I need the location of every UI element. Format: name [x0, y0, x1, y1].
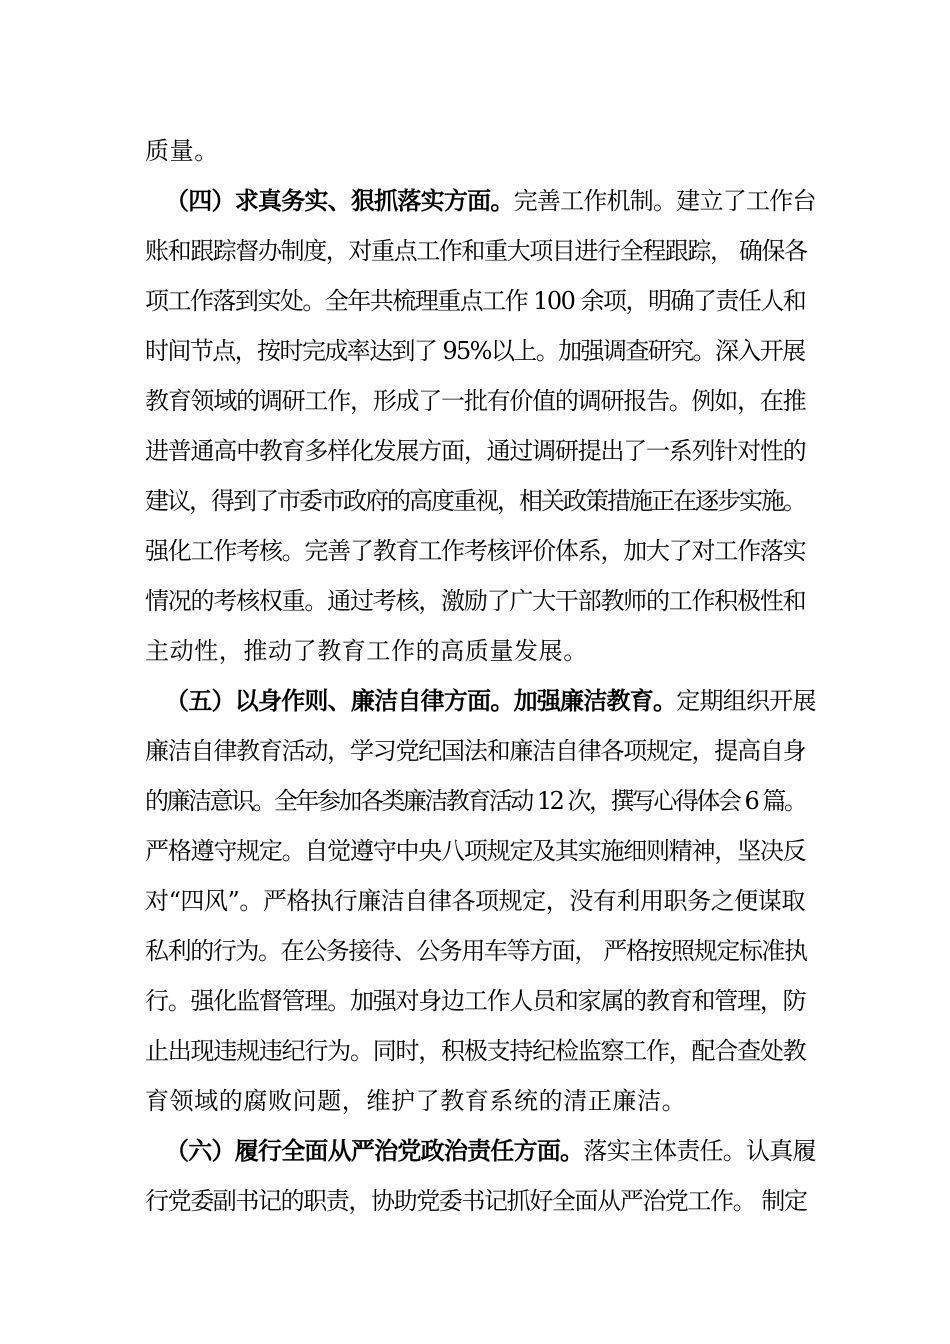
text-segment: 对“四风”。严格执行廉洁自律各项规定，没有利用职务之便谋取: [145, 887, 805, 915]
text-line: [145, 1036, 805, 1066]
section-heading-6: （六）履行全面从严治党政治责任方面。: [165, 1136, 584, 1165]
text-line: [145, 886, 805, 916]
text-line: [145, 136, 219, 166]
section-heading-5: （五）以身作则、廉洁自律方面。加强廉洁教育。: [165, 686, 677, 715]
text-segment: 落实主体责任。认真履: [583, 1137, 816, 1165]
text-line: [145, 436, 805, 466]
text-segment: 主动性，推动了教育工作的高质量发展。: [145, 637, 588, 665]
text-line: [145, 736, 805, 766]
section-heading-4: （四）求真务实、狠抓落实方面。: [165, 186, 514, 215]
section-heading-line: [145, 1136, 816, 1166]
text-segment: 的廉洁意识。全年参加各类廉洁教育活动 12 次，撰写心得体会 6 篇。: [145, 787, 806, 815]
text-line: [145, 486, 805, 516]
text-segment: 账和跟踪督办制度，对重点工作和重大项目进行全程跟踪， 确保各: [145, 237, 807, 265]
text-line: [145, 536, 805, 566]
text-segment: 私利的行为。在公务接待、公务用车等方面， 严格按照规定标准执: [145, 937, 807, 965]
text-line: [145, 936, 807, 966]
text-line: [145, 586, 805, 616]
text-line: [145, 986, 805, 1016]
text-segment: 项工作落到实处。全年共梳理重点工作 100 余项，明确了责任人和: [145, 287, 806, 315]
text-line: [145, 1086, 686, 1116]
text-segment: 时间节点，按时完成率达到了 95%以上。加强调查研究。深入开展: [145, 337, 805, 365]
text-segment: 教育领域的调研工作，形成了一批有价值的调研报告。例如，在推: [145, 387, 806, 415]
text-line: [145, 286, 805, 316]
text-segment: 质量。: [145, 137, 219, 165]
text-line: [145, 786, 805, 816]
text-segment: 止出现违规违纪行为。同时，积极支持纪检监察工作，配合查处教: [145, 1037, 806, 1065]
text-segment: 建议，得到了市委市政府的高度重视，相关政策措施正在逐步实施。: [145, 487, 805, 515]
text-segment: 定期组织开展: [676, 687, 816, 715]
section-heading-line: [145, 186, 816, 216]
text-segment: 严格遵守规定。自觉遵守中央八项规定及其实施细则精神，坚决反: [145, 837, 806, 865]
text-line: [145, 836, 805, 866]
text-segment: 进普通高中教育多样化发展方面，通过调研提出了一系列针对性的: [145, 437, 806, 465]
section-heading-line: [145, 686, 816, 716]
text-line: [145, 336, 805, 366]
text-segment: 完善工作机制。建立了工作台: [513, 187, 816, 215]
text-line: [145, 386, 805, 416]
text-segment: 行。强化监督管理。加强对身边工作人员和家属的教育和管理，防: [145, 987, 806, 1015]
text-line: [145, 236, 807, 266]
text-line: [145, 636, 588, 666]
text-segment: 强化工作考核。完善了教育工作考核评价体系，加大了对工作落实: [145, 537, 806, 565]
text-line: [145, 1186, 807, 1216]
text-segment: 行党委副书记的职责，协助党委书记抓好全面从严治党工作。 制定: [145, 1187, 807, 1215]
text-segment: 情况的考核权重。通过考核，激励了广大干部教师的工作积极性和: [145, 587, 806, 615]
text-segment: 廉洁自律教育活动，学习党纪国法和廉洁自律各项规定，提高自身: [145, 737, 806, 765]
text-segment: 育领域的腐败问题，维护了教育系统的清正廉洁。: [145, 1087, 687, 1115]
